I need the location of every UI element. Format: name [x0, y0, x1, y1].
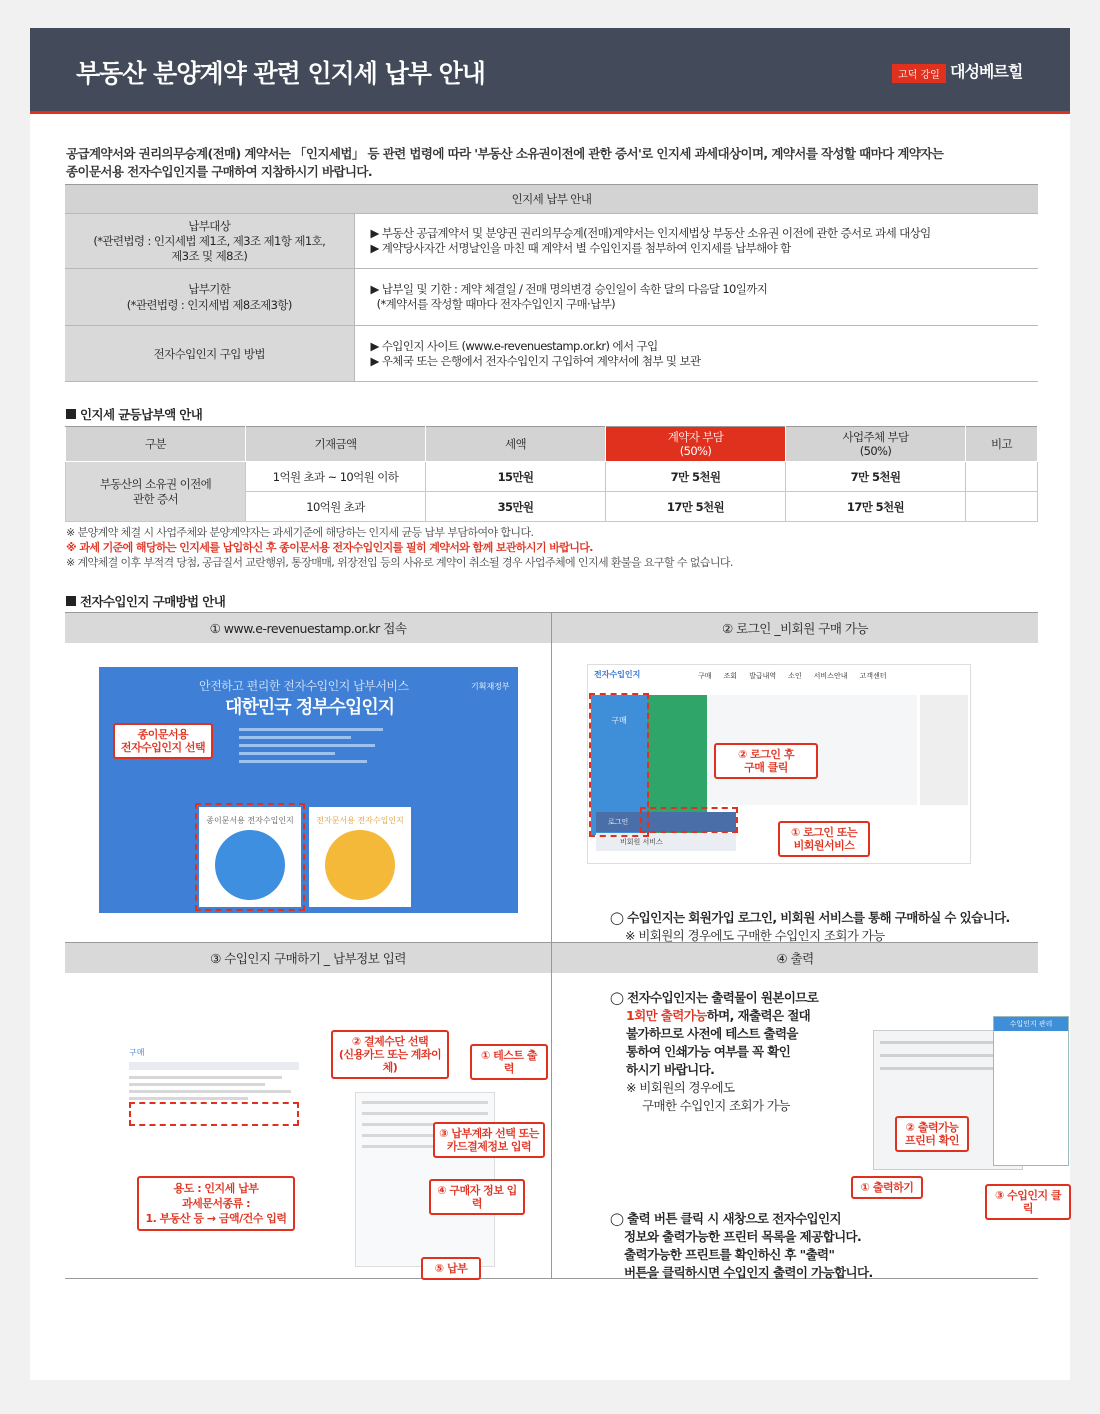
category-cell: 부동산의 소유권 이전에 관한 증서 [66, 462, 246, 522]
table-row-content: ▶ 납부일 및 기한 : 계약 체결일 / 전매 명의변경 승인일이 속한 달의 다음달 10일까지 (*계약서를 작성할 때마다 전자수입인지 구매·납부) [354, 269, 1038, 326]
callout-pay: ⑤ 납부 [421, 1257, 481, 1280]
electronic-stamp-card[interactable]: 전자문서용 전자수입인지 [309, 807, 411, 907]
table-cell: 7만 5천원 [606, 462, 786, 492]
menu-item[interactable]: 발급내역 [749, 672, 777, 680]
menu-item[interactable]: 고객센터 [859, 672, 887, 680]
note-line: ※ 분양계약 체결 시 사업주체와 분양계약자는 과세기준에 해당하는 인지세 균등 납부 부담하여야 합니다. [66, 526, 534, 539]
section-heading: 전자수입인지 구매방법 안내 [66, 592, 225, 610]
step4-title: ④ 출력 [552, 942, 1038, 973]
table-row-label: 전자수입인지 구입 방법 [65, 326, 354, 382]
location-badge: 고덕 강일 [892, 64, 946, 83]
step2-title: ② 로그인 _비회원 구매 가능 [552, 612, 1038, 643]
table-cell [966, 462, 1038, 492]
site-screenshot [99, 667, 518, 913]
col-header: 세액 [426, 427, 606, 462]
col-header: 비고 [966, 427, 1038, 462]
buy-panel[interactable]: 구매 [591, 695, 647, 835]
step4-desc-a: ◯ 전자수입인지는 출력물이 원본이므로 1회만 출력가능하며, 재출력은 절대 불가하므로 사전에 테스트 출력을 통하여 인쇄가능 여부를 꼭 확인 하시기 바랍니다. ※ 비회원의 경우에도 구매한 수입인지 조회가 가능 [610, 990, 819, 1113]
site-screenshot [587, 664, 971, 864]
intro-line: 공급계약서와 권리의무승계(전매) 계약서는 「인지세법」 등 관련 법령에 따라 '부동산 소유권이전에 관한 증서'로 인지세 과세대상이며, 계약서를 작성할 때마다 계약자는 [66, 146, 944, 161]
table-cell: 1억원 초과 ~ 10억원 이하 [246, 462, 426, 492]
stamp-document: 수입인지 관리 [993, 1016, 1069, 1166]
table-cell: 17만 5천원 [786, 492, 966, 522]
guide-table [65, 184, 1038, 382]
table-cell: 35만원 [426, 492, 606, 522]
tax-table [65, 426, 1038, 522]
callout-login: ① 로그인 또는 비회원서비스 [778, 821, 870, 857]
table-row-content: ▶ 수입인지 사이트 (www.e-revenuestamp.or.kr) 에서 구입 ▶ 우체국 또는 은행에서 전자수입인지 구입하여 계약서에 첨부 및 보관 [354, 326, 1038, 382]
brand-logo: 대성베르힐 [950, 62, 1023, 81]
step3-title: ③ 수입인지 구매하기 _ 납부정보 입력 [65, 942, 551, 973]
notes [66, 525, 733, 570]
guide-table-title: 인지세 납부 안내 [65, 185, 1038, 214]
intro-line: 종이문서용 전자수입인지를 구매하여 지참하시기 바랍니다. [66, 164, 373, 179]
callout-usage: 용도 : 인지세 납부 과세문서종류 : 1. 부동산 등 → 금액/건수 입력 [137, 1176, 295, 1231]
table-cell: 15만원 [426, 462, 606, 492]
table-row-content: ▶ 부동산 공급계약서 및 분양권 권리의무승계(전매)계약서는 인지세법상 부동산 소유권 이전에 관한 증서로 과세 대상임 ▶ 계약당사자간 서명날인을 마친 때 계약서 별 수입인지를 첨부하여 인지세를 납부해야 함 [354, 214, 1038, 269]
page-title: 부동산 분양계약 관련 인지세 납부 안내 [76, 59, 485, 88]
notice-card [30, 28, 1070, 1380]
col-header: 사업주체 부담 (50%) [786, 427, 966, 462]
callout-select-paper: 종이문서용 전자수입인지 선택 [113, 723, 213, 759]
callout-card-info: ③ 납부계좌 선택 또는 카드결제정보 입력 [433, 1122, 545, 1158]
intro-text [66, 145, 1036, 181]
form-title: 구매 [129, 1048, 145, 1057]
nonmember-bar[interactable]: 비회원 서비스 [596, 833, 736, 851]
menu-item[interactable]: 조회 [723, 672, 738, 680]
note-line: ※ 과세 기준에 해당하는 인지세를 납입하신 후 종이문서용 전자수입인지를 필히 계약서와 함께 보관하시기 바랍니다. [66, 541, 593, 554]
step4-desc-b: ◯ 출력 버튼 클릭 시 새창으로 전자수입인지 정보와 출력가능한 프린터 목록을 제공합니다. 출력가능한 프린트를 확인하신 후 "출력" 버튼을 클릭하시면 수입인지 출력이 가능합니다. [610, 1211, 873, 1280]
menu-item[interactable]: 구매 [698, 672, 712, 680]
callout-stamp-click: ③ 수입인지 클릭 [985, 1184, 1071, 1220]
table-cell [966, 492, 1038, 522]
callout-login-buy: ② 로그인 후 구매 클릭 [714, 743, 818, 779]
callout-printer: ② 출력가능 프린터 확인 [895, 1116, 969, 1152]
section-heading: 인지세 균등납부액 안내 [66, 405, 202, 423]
callout-test-print: ① 테스트 출력 [470, 1044, 548, 1080]
menu-item[interactable]: 소인 [788, 672, 802, 680]
table-cell: 17만 5천원 [606, 492, 786, 522]
ministry-logo: 기획재정부 [471, 682, 510, 691]
paper-stamp-card[interactable]: 종이문서용 전자수입인지 [199, 807, 301, 907]
col-header: 구분 [66, 427, 246, 462]
note-line: ※ 계약체결 이후 부적격 당첨, 공급질서 교란행위, 통장매매, 위장전입 등의 사유로 계약이 취소될 경우 사업주체에 인지세 환불을 요구할 수 없습니다. [66, 556, 733, 569]
callout-buyer-info: ④ 구매자 정보 입력 [429, 1179, 525, 1215]
col-header: 기재금액 [246, 427, 426, 462]
login-bar[interactable]: 로그인 [596, 812, 736, 832]
callout-print: ① 출력하기 [851, 1176, 923, 1199]
callout-payment: ② 결제수단 선택 (신용카드 또는 계좌이체) [331, 1030, 449, 1079]
step2-desc: ◯ 수입인지는 회원가입 로그인, 비회원 서비스를 통해 구매하실 수 있습니다. ※ 비회원의 경우에도 구매한 수입인지 조회가 가능 [610, 910, 1010, 943]
table-row-label: 납부기한 (*관련법령 : 인지세법 제8조제3항) [65, 269, 354, 326]
banner-subtitle: 안전하고 편리한 전자수입인지 납부서비스 [199, 679, 409, 693]
step1-title: ① www.e-revenuestamp.or.kr 접속 [65, 612, 551, 643]
header-bar [30, 28, 1070, 114]
table-row-label: 납부대상 (*관련법령 : 인지세법 제1조, 제3조 제1항 제1호, 제3조 및 제8조) [65, 214, 354, 269]
table-cell: 10억원 초과 [246, 492, 426, 522]
menu-item[interactable]: 서비스안내 [813, 672, 848, 680]
purchase-steps [65, 612, 1062, 1280]
banner-title: 대한민국 정부수입인지 [225, 697, 395, 718]
col-header: 계약자 부담 (50%) [606, 427, 786, 462]
table-cell: 7만 5천원 [786, 462, 966, 492]
usage-row-highlight [129, 1102, 299, 1126]
site-name: 전자수입인지 [594, 670, 641, 679]
